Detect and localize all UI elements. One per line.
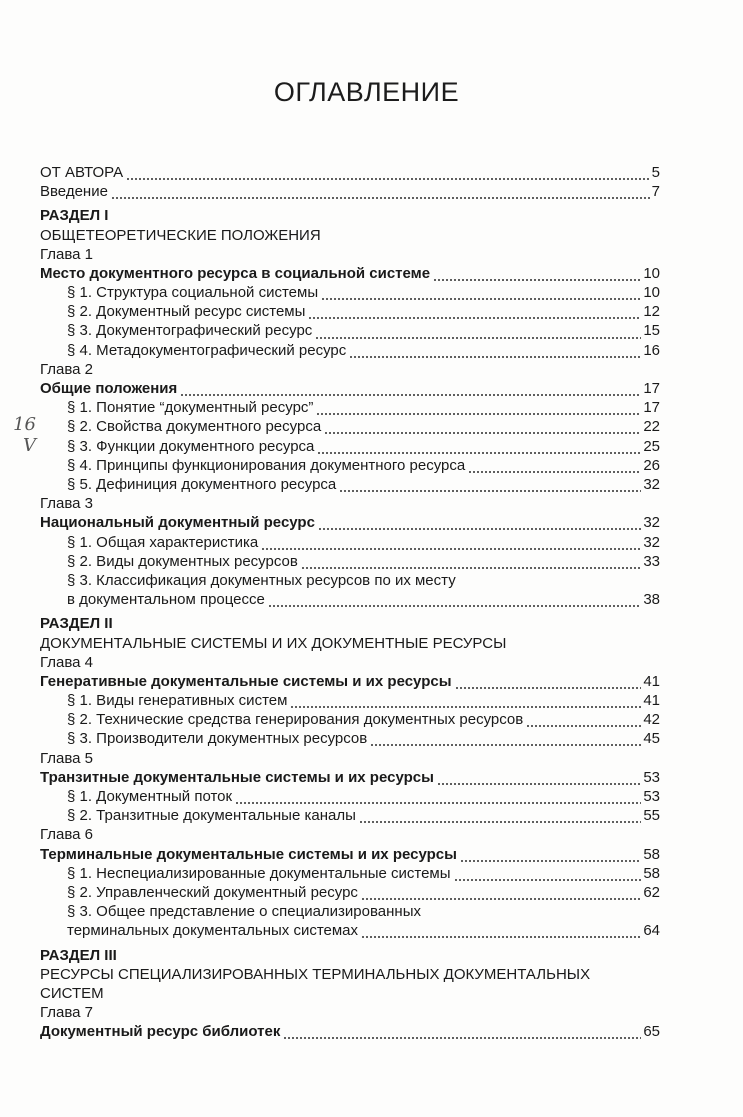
paragraph-entry (40, 417, 660, 436)
paragraph-entry (40, 729, 660, 748)
paragraph-entry (40, 302, 660, 321)
toc-page-number: 58 (643, 845, 660, 863)
toc-page-number: 62 (643, 883, 660, 901)
chapter-title-entry (40, 672, 660, 691)
dot-leader (460, 845, 641, 864)
toc-page-number: 26 (643, 456, 660, 474)
toc-page-number: 53 (643, 768, 660, 786)
toc-entry-label: § 2. Технические средства генерирования документных ресурсов (67, 711, 524, 729)
toc-page-number: 41 (643, 692, 660, 710)
toc-front-entry (40, 182, 660, 201)
dot-leader (308, 302, 641, 321)
section-subtitle: ОБЩЕТЕОРЕТИЧЕСКИЕ ПОЛОЖЕНИЯ (40, 226, 321, 244)
toc-page-number: 55 (643, 807, 660, 825)
toc-page-number: 53 (643, 787, 660, 805)
dot-leader (290, 691, 641, 710)
dot-leader (235, 787, 641, 806)
handwritten-checkmark-annotation: V (23, 434, 36, 456)
dot-leader (455, 672, 642, 691)
page-title: ОГЛАВЛЕНИЕ (273, 77, 460, 107)
toc-entry-label: Национальный документный ресурс (40, 514, 315, 532)
toc-entry-label: § 1. Документный поток (67, 787, 233, 805)
chapter-title-entry (40, 845, 660, 864)
paragraph-entry (40, 437, 660, 456)
paragraph-entry (40, 475, 660, 494)
toc-entry-label: § 3. Функции документного ресурса (67, 437, 315, 455)
dot-leader (526, 710, 641, 729)
toc-page-number: 17 (643, 380, 660, 398)
toc-entry-label: ОТ АВТОРА (40, 163, 124, 181)
toc-page-number: 17 (643, 399, 660, 417)
chapter-title-entry (40, 1022, 660, 1041)
paragraph-entry (40, 787, 660, 806)
dot-leader (324, 417, 641, 436)
dot-leader (321, 283, 641, 302)
toc-entry-label: Терминальные документальные системы и их ресурсы (40, 845, 457, 863)
dot-leader (126, 163, 649, 182)
paragraph-entry (40, 533, 660, 552)
toc-page-number: 42 (643, 711, 660, 729)
paragraph-entry-line1: § 3. Классификация документных ресурсов по их месту (67, 571, 456, 589)
dot-leader (111, 182, 650, 201)
chapter-number: Глава 2 (40, 360, 94, 378)
toc-entry-label: терминальных документальных системах (67, 922, 359, 940)
toc-page-number: 12 (643, 303, 660, 321)
toc-entry-label: в документальном процессе (67, 591, 265, 609)
dot-leader (301, 552, 642, 571)
toc-page-number: 65 (643, 1023, 660, 1041)
toc-page-number: 25 (643, 437, 660, 455)
toc-entry-label: § 2. Свойства документного ресурса (67, 418, 322, 436)
dot-leader (437, 768, 641, 787)
toc-entry-label: Общие положения (40, 380, 178, 398)
handwritten-number-annotation: 16 (13, 414, 36, 436)
toc-page-number: 10 (643, 264, 660, 282)
toc-entry-label: § 4. Метадокументографический ресурс (67, 341, 347, 359)
chapter-number: Глава 7 (40, 1004, 94, 1022)
toc-entry-label: Генеративные документальные системы и их ресурсы (40, 672, 452, 690)
dot-leader (180, 379, 641, 398)
chapter-title-entry (40, 264, 660, 283)
dot-leader (361, 883, 641, 902)
dot-leader (454, 864, 642, 883)
toc-entry-label: § 2. Документный ресурс системы (67, 303, 306, 321)
toc-entry-label: § 2. Транзитные документальные каналы (67, 807, 356, 825)
toc-page-number: 58 (643, 864, 660, 882)
dot-leader (361, 921, 641, 940)
dot-leader (318, 513, 641, 532)
toc-page-number: 33 (643, 552, 660, 570)
dot-leader (261, 533, 641, 552)
paragraph-entry (40, 341, 660, 360)
toc-page-number: 7 (651, 183, 660, 201)
section-subtitle-continued: СИСТЕМ (40, 984, 104, 1002)
paragraph-entry (40, 322, 660, 341)
toc-page-number: 10 (643, 284, 660, 302)
toc-entry-label: § 3. Производители документных ресурсов (67, 730, 368, 748)
toc-page-number: 5 (651, 163, 660, 181)
dot-leader (315, 322, 641, 341)
toc-page-number: 32 (643, 514, 660, 532)
dot-leader (349, 341, 641, 360)
paragraph-entry (40, 710, 660, 729)
toc-page-number: 15 (643, 322, 660, 340)
dot-leader (268, 590, 641, 609)
toc-entry-label: § 1. Общая характеристика (67, 533, 259, 551)
toc-entry-label: § 1. Структура социальной системы (67, 284, 319, 302)
paragraph-entry (40, 864, 660, 883)
paragraph-entry (40, 283, 660, 302)
toc-entry-label: Транзитные документальные системы и их ресурсы (40, 768, 434, 786)
paragraph-entry (40, 691, 660, 710)
dot-leader (433, 264, 641, 283)
toc-front-entry (40, 163, 660, 182)
chapter-title-entry (40, 379, 660, 398)
toc-page-number: 45 (643, 730, 660, 748)
chapter-number: Глава 6 (40, 826, 94, 844)
toc-entry-label: § 1. Виды генеративных систем (67, 692, 288, 710)
paragraph-entry (40, 590, 660, 609)
dot-leader (283, 1022, 641, 1041)
section-heading: РАЗДЕЛ III (40, 946, 117, 964)
toc-page-number: 32 (643, 533, 660, 551)
dot-leader (359, 806, 641, 825)
dot-leader (339, 475, 641, 494)
toc-entry-label: Документный ресурс библиотек (40, 1023, 281, 1041)
section-subtitle: РЕСУРСЫ СПЕЦИАЛИЗИРОВАННЫХ ТЕРМИНАЛЬНЫХ ДОКУМЕНТАЛЬНЫХ (40, 965, 591, 983)
chapter-number: Глава 1 (40, 245, 94, 263)
toc-page-number: 32 (643, 475, 660, 493)
paragraph-entry (40, 552, 660, 571)
toc-page-number: 38 (643, 591, 660, 609)
paragraph-entry (40, 398, 660, 417)
toc-entry-label: § 1. Неспециализированные документальные системы (67, 864, 451, 882)
toc-entry-label: § 2. Виды документных ресурсов (67, 552, 298, 570)
section-heading: РАЗДЕЛ I (40, 207, 109, 225)
toc-entry-label: Введение (40, 183, 108, 201)
chapter-title-entry (40, 768, 660, 787)
paragraph-entry (40, 806, 660, 825)
paragraph-entry-line1: § 3. Общее представление о специализированных (67, 903, 421, 921)
chapter-title-entry (40, 513, 660, 532)
dot-leader (316, 398, 641, 417)
toc-entry-label: § 3. Документографический ресурс (67, 322, 313, 340)
toc-entry-label: § 2. Управленческий документный ресурс (67, 883, 358, 901)
dot-leader (468, 456, 641, 475)
toc-entry-label: Место документного ресурса в социальной системе (40, 264, 431, 282)
dot-leader (317, 437, 641, 456)
section-subtitle: ДОКУМЕНТАЛЬНЫЕ СИСТЕМЫ И ИХ ДОКУМЕНТНЫЕ РЕСУРСЫ (40, 634, 507, 652)
toc-page-number: 22 (643, 418, 660, 436)
section-heading: РАЗДЕЛ II (40, 615, 113, 633)
chapter-number: Глава 5 (40, 749, 94, 767)
paragraph-entry (40, 456, 660, 475)
toc-page-number: 64 (643, 922, 660, 940)
chapter-number: Глава 4 (40, 653, 94, 671)
paragraph-entry (40, 921, 660, 940)
toc-entry-label: § 5. Дефиниция документного ресурса (67, 475, 337, 493)
toc-entry-label: § 1. Понятие “документный ресурс” (67, 399, 314, 417)
dot-leader (370, 729, 641, 748)
toc-entry-label: § 4. Принципы функционирования документного ресурса (67, 456, 466, 474)
chapter-number: Глава 3 (40, 495, 94, 513)
toc-page-number: 16 (643, 341, 660, 359)
toc-page-number: 41 (643, 672, 660, 690)
paragraph-entry (40, 883, 660, 902)
table-of-contents (40, 163, 660, 1041)
